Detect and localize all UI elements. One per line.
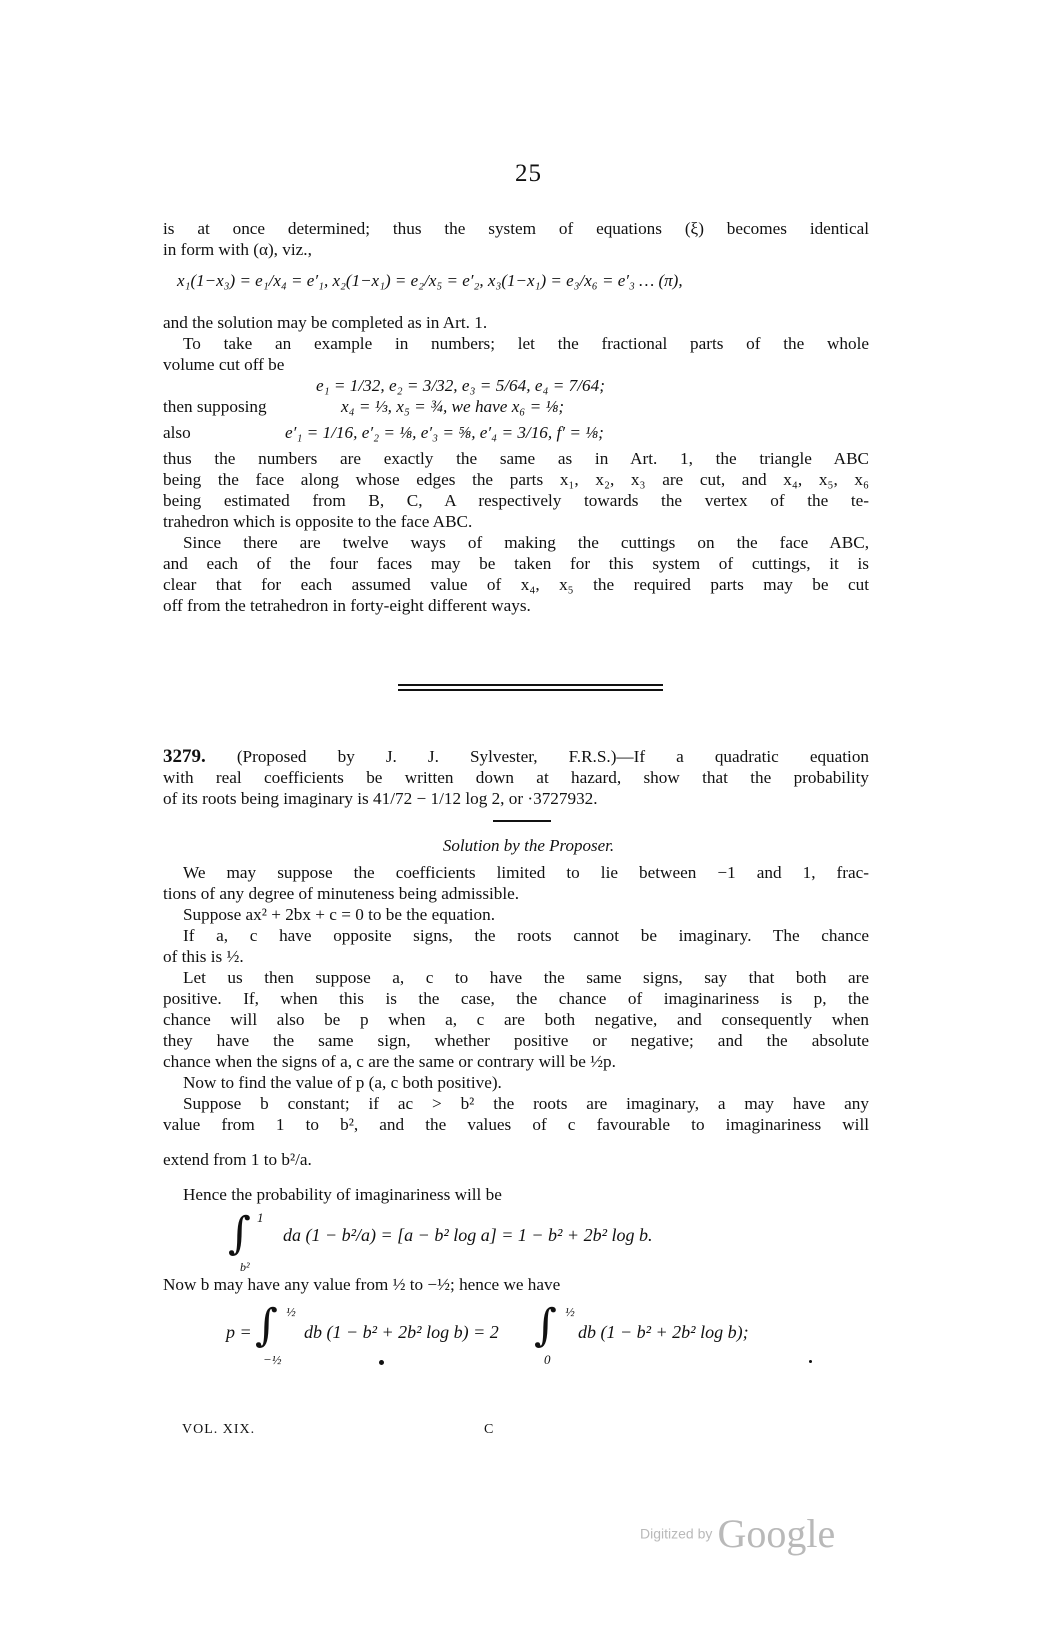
digitized-by-google-watermark [640,1510,835,1557]
integral-lower-limit: −½ [263,1352,282,1367]
equation-eprime-values [163,422,869,448]
text-line: of this is ½. [163,947,244,966]
volume-label: VOL. XIX. [182,1422,256,1437]
separator-rule-top [398,684,663,686]
eprime-values: e′₁ = 1/16, e′₂ = ⅛, e′₃ = ⅝, e′₄ = 3/16, f′ = ⅛; [285,423,604,442]
text-line: We may suppose the coefficients limited to lie between −1 and 1, frac- [183,863,869,882]
equation-x-values [163,396,869,422]
signature-mark: C [484,1422,495,1437]
text-line: volume cut off be [163,355,285,374]
text-line: trahedron which is opposite to the face ABC. [163,512,473,531]
integral-sign: ∫ [534,1300,557,1351]
x-values: x₄ = ⅓, x₅ = ¾, we have x₆ = ⅛; [341,397,565,416]
text-line: is at once determined; thus the system of equations (ξ) becomes identical [163,219,869,238]
page-number: 25 [515,160,542,187]
short-rule [493,820,551,822]
integral-upper-limit: ½ [565,1304,575,1319]
text-line: in form with (α), viz., [163,240,312,259]
text-line: Suppose b constant; if ac > b² the roots are imaginary, a may have any [183,1094,869,1113]
watermark-small: Digitized by [640,1525,713,1542]
ink-dot [809,1360,812,1363]
integral-lower-limit: 0 [544,1352,551,1367]
text-line: If a, c have opposite signs, the roots cannot be imaginary. The chance [183,926,869,945]
text-line: chance will also be p when a, c are both negative, and consequently when [163,1010,869,1029]
top-section [163,218,869,616]
question-line: with real coefficients be written down at hazard, show that the probability [163,768,869,787]
text-line: positive. If, when this is the case, the chance of imaginariness is p, the [163,989,869,1008]
integral-upper-limit: ½ [286,1304,296,1319]
text-line: they have the same sign, whether positive or negative; and the absolute [163,1031,869,1050]
text-line: Hence the probability of imaginariness will be [183,1185,502,1204]
integral-lower-limit: b² [240,1260,250,1274]
integral-equation-2b: db (1 − b² + 2b² log b); [578,1322,749,1342]
integral-sign: ∫ [255,1300,278,1351]
also-label: also [163,423,191,442]
integral-equation-1: da (1 − b²/a) = [a − b² log a] = 1 − b² + 2b² log b. [283,1225,653,1245]
integral-sign: ∫ [228,1208,251,1259]
text-line: Suppose ax² + 2bx + c = 0 to be the equation. [183,905,496,924]
then-supposing-label: then supposing [163,397,267,416]
text-line: extend from 1 to b²/a. [163,1150,312,1169]
text-line: Since there are twelve ways of making the cuttings on the face ABC, [183,533,869,552]
integral-equation-2a: db (1 − b² + 2b² log b) = 2 [304,1322,499,1342]
text-line: value from 1 to b², and the values of c favourable to imaginariness will [163,1115,869,1134]
text-line: Now b may have any value from ½ to −½; hence we have [163,1275,561,1294]
solution-heading: Solution by the Proposer. [442,836,615,855]
text-line: Now to find the value of p (a, c both positive). [183,1073,502,1092]
text-line: tions of any degree of minuteness being admissible. [163,884,520,903]
google-logo-text: Google [717,1511,836,1556]
text-line: To take an example in numbers; let the fractional parts of the whole [183,334,869,353]
text-line: and the solution may be completed as in Art. 1. [163,313,488,332]
p-equals: p = [226,1322,252,1342]
text-line: being estimated from B, C, A respectively towards the vertex of the te- [163,491,869,510]
question-line: of its roots being imaginary is 41/72 − 1/12 log 2, or ·3727932. [163,789,598,808]
text-line: being the face along whose edges the parts x₁, x₂, x₃ are cut, and x₄, x₅, x₆ [163,470,869,489]
text-line: chance when the signs of a, c are the same or contrary will be ½p. [163,1052,616,1071]
text-line: and each of the four faces may be taken for this system of cuttings, it is [163,554,869,573]
equation-e-values: e₁ = 1/32, e₂ = 3/32, e₃ = 5/64, e₄ = 7/64; [316,376,605,395]
solution-tail [163,1274,869,1295]
separator-rule-bottom [398,689,663,691]
text-line: clear that for each assumed value of x₄, x₅ the required parts may be cut [163,575,869,594]
text-line: Let us then suppose a, c to have the same signs, say that both are [183,968,869,987]
question-3279 [163,746,869,809]
question-number: 3279. [163,746,206,767]
ink-dot [379,1360,384,1365]
question-line [163,746,869,767]
text-line: thus the numbers are exactly the same as in Art. 1, the triangle ABC [163,449,869,468]
question-text: (Proposed by J. J. Sylvester, F.R.S.)—If a quadratic equation [236,747,870,766]
solution-body [163,862,869,1205]
equation-pi: x₁(1−x₃) = e₁/x₄ = e′₁, x₂(1−x₁) = e₂/x₅ = e′₂, x₃(1−x₁) = e₃/x₆ = e′₃ … (π), [177,271,683,290]
text-line: off from the tetrahedron in forty-eight different ways. [163,596,531,615]
integral-upper-limit: 1 [257,1210,264,1225]
